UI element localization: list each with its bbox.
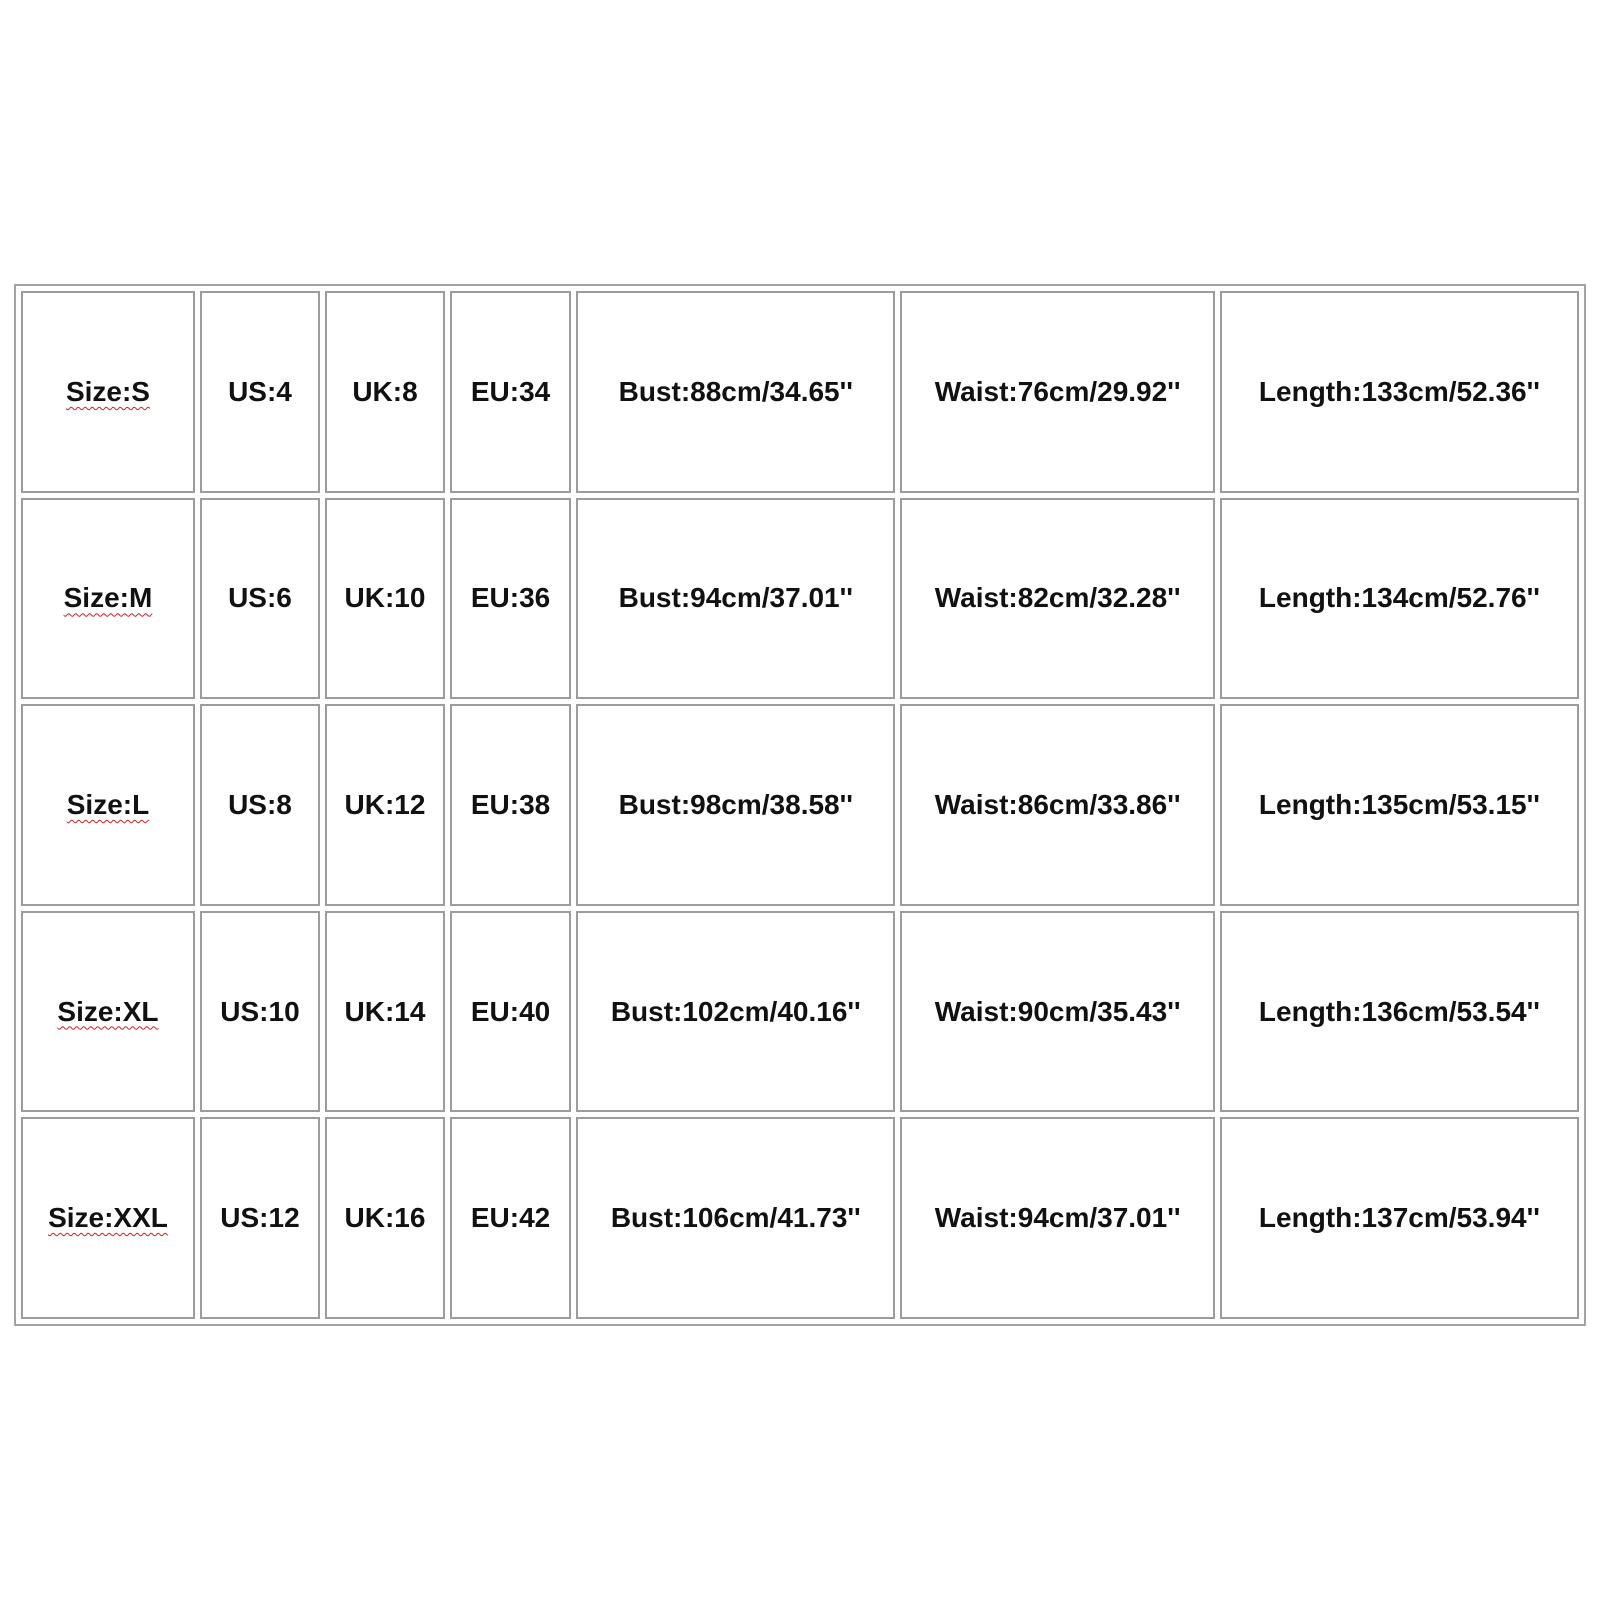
size-label: Size:XL bbox=[57, 995, 159, 1027]
uk-size-cell bbox=[325, 1117, 445, 1319]
bust-value: Bust:94cm/37.01'' bbox=[618, 582, 853, 614]
length-value: Length:136cm/53.54'' bbox=[1258, 995, 1540, 1027]
size-label: Size:XXL bbox=[48, 1202, 168, 1234]
length-cell bbox=[1220, 911, 1579, 1113]
us-size-value: US:8 bbox=[228, 788, 292, 820]
uk-size-value: UK:12 bbox=[344, 788, 426, 820]
size-cell bbox=[21, 291, 195, 493]
waist-cell bbox=[900, 1117, 1214, 1319]
length-cell bbox=[1220, 291, 1579, 493]
us-size-value: US:6 bbox=[228, 582, 292, 614]
bust-cell bbox=[576, 498, 895, 700]
size-cell bbox=[21, 498, 195, 700]
eu-size-value: EU:34 bbox=[470, 375, 551, 407]
eu-size-value: EU:40 bbox=[470, 995, 551, 1027]
waist-cell bbox=[900, 704, 1214, 906]
eu-size-value: EU:42 bbox=[470, 1202, 551, 1234]
size-chart-table bbox=[14, 284, 1586, 1326]
waist-value: Waist:94cm/37.01'' bbox=[934, 1202, 1181, 1234]
bust-cell bbox=[576, 704, 895, 906]
eu-size-cell bbox=[450, 1117, 571, 1319]
eu-size-value: EU:38 bbox=[470, 788, 551, 820]
size-label: Size:M bbox=[63, 582, 153, 614]
eu-size-cell bbox=[450, 704, 571, 906]
bust-value: Bust:106cm/41.73'' bbox=[610, 1202, 861, 1234]
size-label: Size:S bbox=[65, 375, 150, 407]
waist-value: Waist:76cm/29.92'' bbox=[934, 375, 1181, 407]
size-cell bbox=[21, 911, 195, 1113]
table-row bbox=[21, 498, 1579, 700]
waist-cell bbox=[900, 291, 1214, 493]
eu-size-cell bbox=[450, 911, 571, 1113]
waist-cell bbox=[900, 498, 1214, 700]
us-size-cell bbox=[200, 704, 320, 906]
length-value: Length:133cm/52.36'' bbox=[1258, 375, 1540, 407]
us-size-cell bbox=[200, 291, 320, 493]
table-row bbox=[21, 1117, 1579, 1319]
waist-value: Waist:90cm/35.43'' bbox=[934, 995, 1181, 1027]
eu-size-value: EU:36 bbox=[470, 582, 551, 614]
uk-size-cell bbox=[325, 498, 445, 700]
size-cell bbox=[21, 704, 195, 906]
waist-cell bbox=[900, 911, 1214, 1113]
uk-size-value: UK:8 bbox=[352, 375, 418, 407]
us-size-cell bbox=[200, 911, 320, 1113]
bust-value: Bust:102cm/40.16'' bbox=[610, 995, 861, 1027]
length-cell bbox=[1220, 1117, 1579, 1319]
bust-cell bbox=[576, 291, 895, 493]
length-cell bbox=[1220, 704, 1579, 906]
bust-cell bbox=[576, 1117, 895, 1319]
size-label: Size:L bbox=[66, 788, 150, 820]
size-cell bbox=[21, 1117, 195, 1319]
us-size-cell bbox=[200, 498, 320, 700]
uk-size-cell bbox=[325, 704, 445, 906]
table-row bbox=[21, 911, 1579, 1113]
us-size-value: US:10 bbox=[220, 995, 300, 1027]
bust-value: Bust:98cm/38.58'' bbox=[618, 788, 853, 820]
us-size-cell bbox=[200, 1117, 320, 1319]
uk-size-value: UK:16 bbox=[344, 1202, 426, 1234]
uk-size-value: UK:10 bbox=[344, 582, 426, 614]
table-row bbox=[21, 291, 1579, 493]
waist-value: Waist:86cm/33.86'' bbox=[934, 788, 1181, 820]
uk-size-cell bbox=[325, 291, 445, 493]
eu-size-cell bbox=[450, 291, 571, 493]
length-value: Length:134cm/52.76'' bbox=[1258, 582, 1540, 614]
length-value: Length:137cm/53.94'' bbox=[1258, 1202, 1540, 1234]
bust-value: Bust:88cm/34.65'' bbox=[618, 375, 853, 407]
us-size-value: US:4 bbox=[228, 375, 292, 407]
table-row bbox=[21, 704, 1579, 906]
uk-size-cell bbox=[325, 911, 445, 1113]
length-cell bbox=[1220, 498, 1579, 700]
length-value: Length:135cm/53.15'' bbox=[1258, 788, 1540, 820]
waist-value: Waist:82cm/32.28'' bbox=[934, 582, 1181, 614]
eu-size-cell bbox=[450, 498, 571, 700]
uk-size-value: UK:14 bbox=[344, 995, 426, 1027]
us-size-value: US:12 bbox=[220, 1202, 300, 1234]
bust-cell bbox=[576, 911, 895, 1113]
